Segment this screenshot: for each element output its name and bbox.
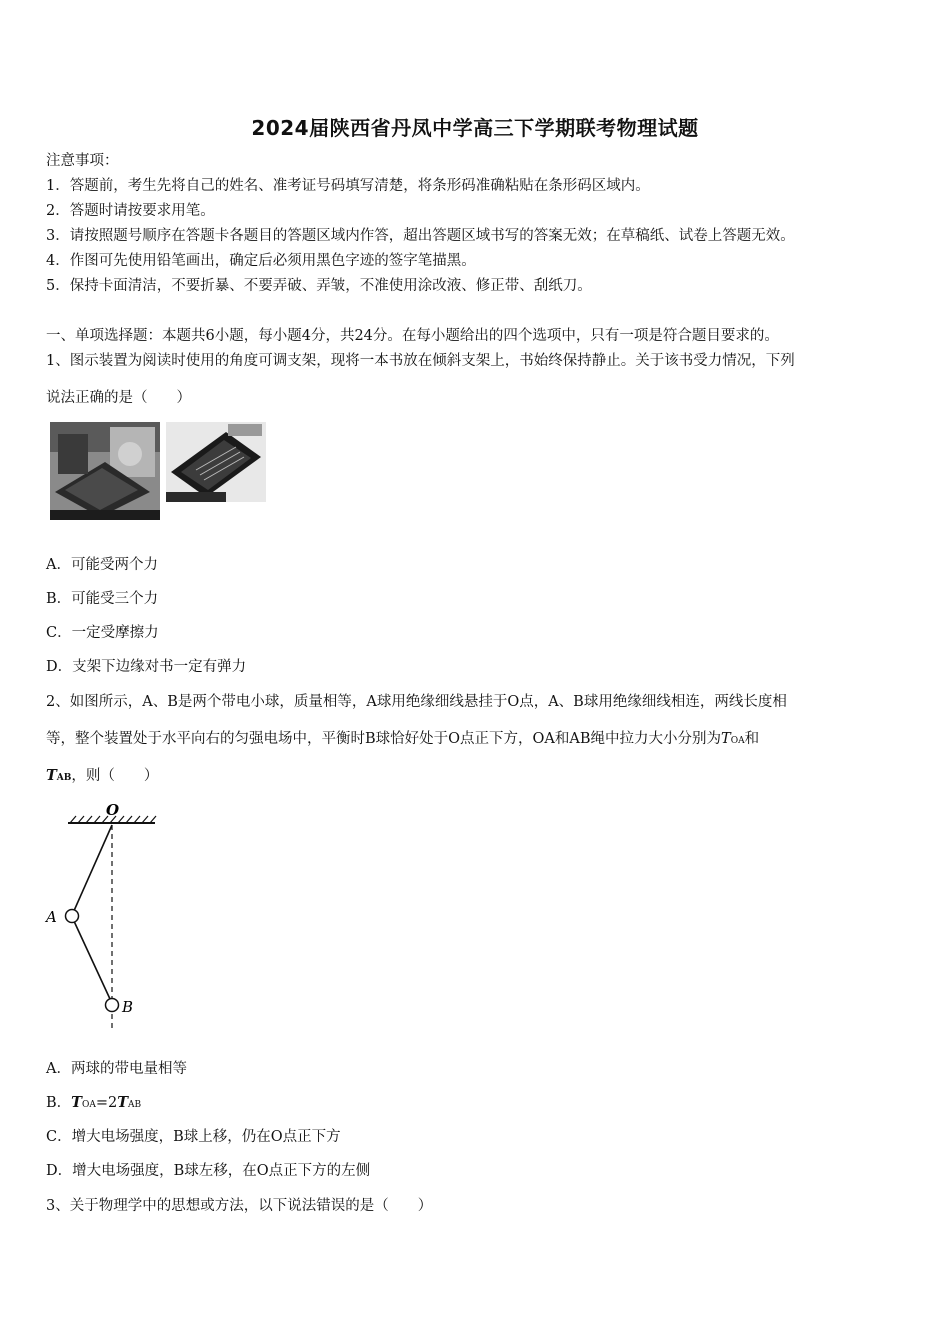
t-subscript-ab: AB — [56, 773, 72, 783]
notice-item: 1．答题前，考生先将自己的姓名、准考证号码填写清楚，将条形码准确粘贴在条形码区域内。 — [46, 178, 650, 194]
t-symbol: T — [117, 1094, 129, 1111]
q1-option-b: B．可能受三个力 — [46, 591, 159, 607]
string-ab — [73, 919, 110, 999]
q2-option-d: D．增大电场强度，B球左移，在O点正下方的左侧 — [46, 1163, 371, 1179]
t-subscript-ab: AB — [128, 1100, 142, 1110]
t-symbol: T — [46, 767, 57, 784]
t-subscript-oa: OA — [81, 1100, 96, 1110]
label-o: O — [106, 801, 120, 819]
q1-stem-line1: 1、图示装置为阅读时使用的角度可调支架，现将一本书放在倾斜支架上，书始终保持静止。关于该书受力情况，下列 — [46, 353, 795, 369]
and-word: 和 — [744, 731, 760, 747]
notice-heading: 注意事项： — [46, 153, 119, 169]
t-subscript-oa: OA — [730, 736, 745, 746]
ball-a — [66, 910, 79, 923]
q2-option-c: C．增大电场强度，B球上移，仍在O点正下方 — [46, 1129, 341, 1145]
q2-option-b-prefix: B． — [46, 1095, 72, 1111]
notice-item: 3．请按照题号顺序在答题卡各题目的答题区域内作答，超出答题区域书写的答案无效；在草稿纸、试卷上答题无效。 — [46, 228, 795, 244]
q1-option-a: A．可能受两个力 — [46, 557, 158, 573]
q2-stem-line2 — [46, 729, 759, 751]
equals-two: =2 — [95, 1095, 118, 1111]
section-heading: 一、单项选择题：本题共6小题，每小题4分，共24分。在每小题给出的四个选项中，只有一项是符合题目要求的。 — [46, 328, 779, 344]
label-b: B — [122, 998, 134, 1016]
reading-stand-photo-right — [166, 422, 266, 502]
t-symbol: T — [71, 1094, 82, 1111]
q2-stem-line2-text: 等，整个装置处于水平向右的匀强电场中，平衡时B球恰好处于O点正下方，OA和AB绳中拉力大小分别为 — [46, 731, 722, 747]
reading-stand-photo-left — [50, 422, 160, 520]
string-oa — [73, 825, 112, 913]
notice-item: 5．保持卡面清洁，不要折暴、不要弄破、弄皱，不准使用涂改液、修正带、刮纸刀。 — [46, 278, 592, 294]
q2-stem-line3-tail: ，则（ ） — [71, 768, 159, 784]
notice-item: 2．答题时请按要求用笔。 — [46, 203, 215, 219]
charged-balls-diagram — [40, 795, 170, 1035]
q1-option-c: C．一定受摩擦力 — [46, 625, 159, 641]
label-a: A — [46, 908, 57, 926]
q2-option-a: A．两球的带电量相等 — [46, 1061, 187, 1077]
q1-option-d: D．支架下边缘对书一定有弹力 — [46, 659, 247, 675]
notice-item: 4．作图可先使用铅笔画出，确定后必须用黑色字迹的签字笔描黑。 — [46, 253, 476, 269]
q2-stem-line3 — [46, 766, 158, 788]
page-title: 2024届陕西省丹凤中学高三下学期联考物理试题 — [251, 116, 699, 140]
ball-b — [106, 999, 119, 1012]
t-symbol: T — [721, 731, 731, 747]
q1-stem-line2: 说法正确的是（ ） — [46, 390, 191, 406]
q3-stem: 3、关于物理学中的思想或方法，以下说法错误的是（ ） — [46, 1198, 433, 1214]
q2-option-b — [46, 1093, 141, 1115]
q2-stem-line1: 2、如图所示，A、B是两个带电小球，质量相等，A球用绝缘细线悬挂于O点，A、B球用绝缘细线相连，两线长度相 — [46, 694, 787, 710]
